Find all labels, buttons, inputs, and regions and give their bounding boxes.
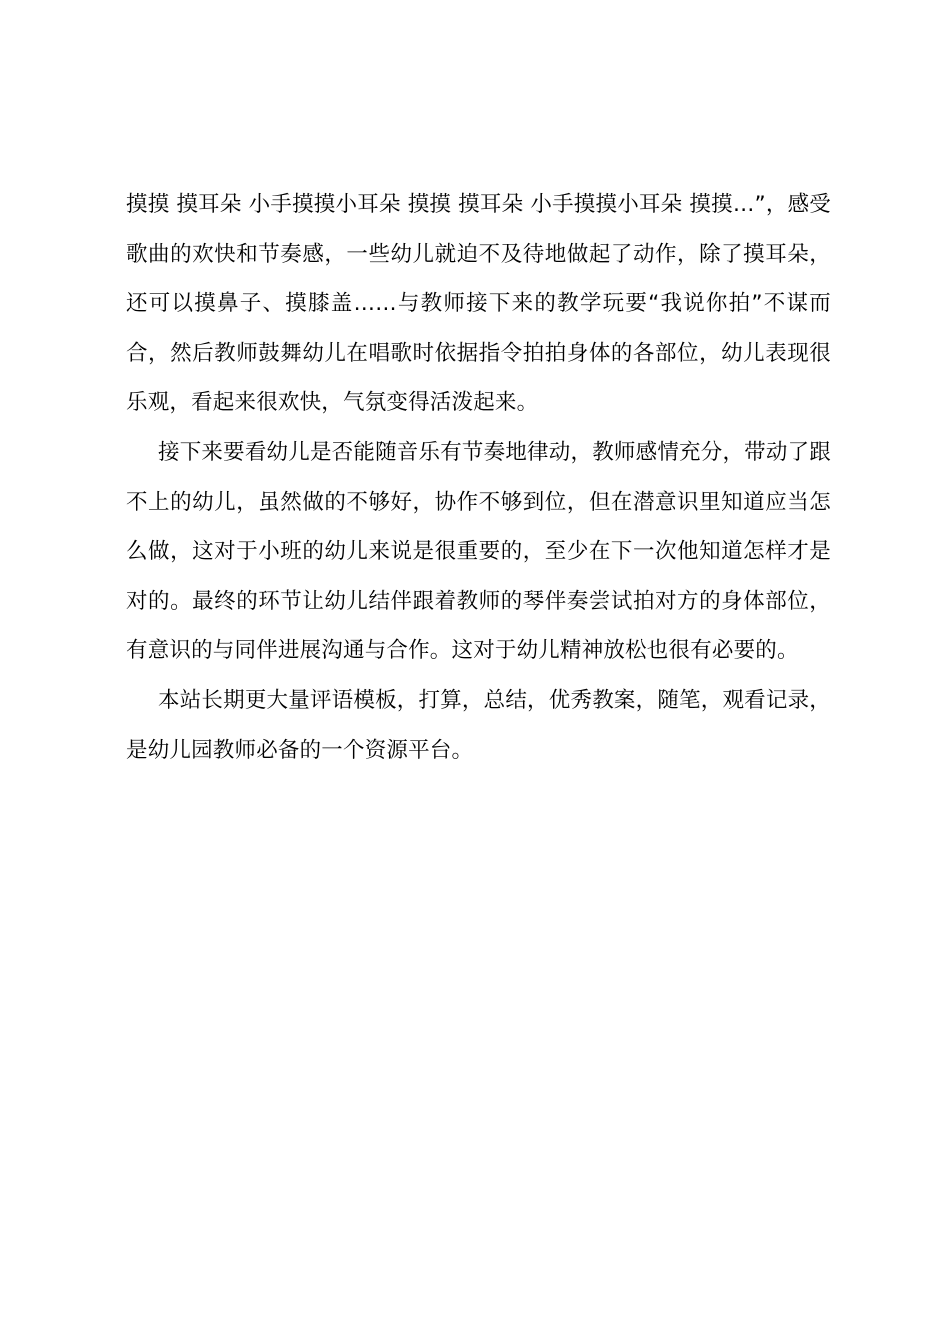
paragraph-site-notice: 本站长期更大量评语模板，打算，总结，优秀教案，随笔，观看记录，是幼儿园教师必备的一个资源平台。 (126, 687, 831, 763)
document-body (126, 180, 831, 775)
paragraph-rhythm-reflection: 接下来要看幼儿是否能随音乐有节奏地律动，教师感情充分，带动了跟不上的幼儿，虽然做的不够好，协作不够到位，但在潜意识里知道应当怎么做，这对于小班的幼儿来说是很重要的，至少在下一次他知道怎样才是对的。最终的环节让幼儿结伴跟着教师的琴伴奏尝试拍对方的身体部位，有意识的与同伴进展沟通与合作。这对于幼儿精神放松也很有必要的。 (126, 439, 831, 664)
paragraph-song-activity: 摸摸 摸耳朵 小手摸摸小耳朵 摸摸 摸耳朵 小手摸摸小耳朵 摸摸…”，感受歌曲的欢快和节奏感，一些幼儿就迫不及待地做起了动作，除了摸耳朵，还可以摸鼻子、摸膝盖……与教师接下来的教学玩要“我说你拍”不谋而合，然后教师鼓舞幼儿在唱歌时依据指令拍拍身体的各部位，幼儿表现很乐观，看起来很欢快，气氛变得活泼起来。 (126, 192, 831, 416)
